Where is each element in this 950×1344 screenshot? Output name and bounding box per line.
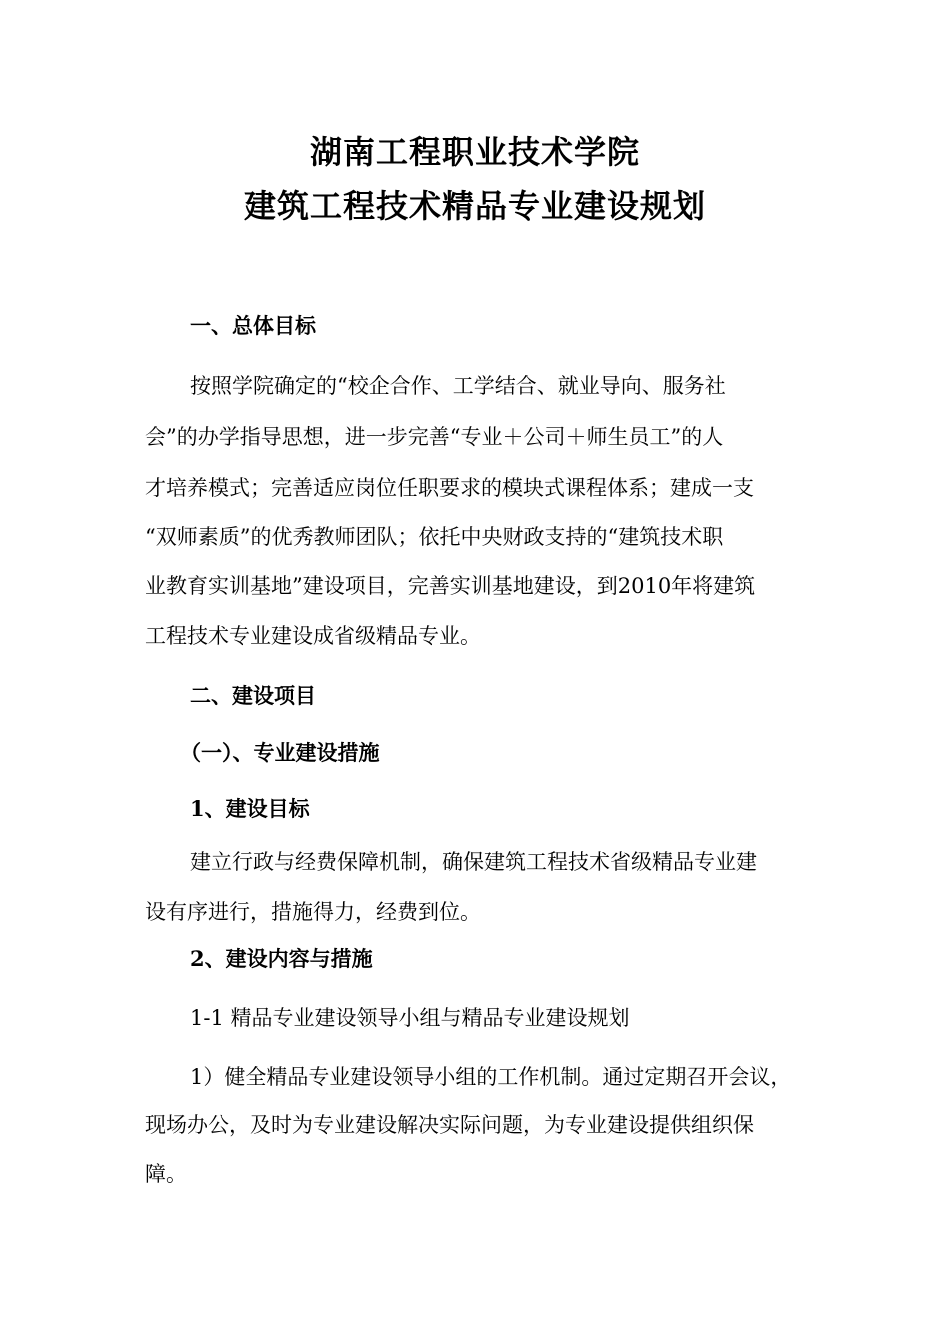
paragraph-line: 业教育实训基地”建设项目，完善实训基地建设，到2010年将建筑 <box>145 574 756 598</box>
paragraph-line: 设有序进行，措施得力，经费到位。 <box>145 900 481 924</box>
paragraph-line: 1）健全精品专业建设领导小组的工作机制。通过定期召开会议， <box>190 1065 792 1089</box>
paragraph-line: 建立行政与经费保障机制，确保建筑工程技术省级精品专业建 <box>190 850 757 874</box>
item-heading-content-measures: 2、建设内容与措施 <box>190 946 373 971</box>
section-heading-projects: 二、建设项目 <box>190 683 316 708</box>
paragraph-line: 才培养模式；完善适应岗位任职要求的模块式课程体系；建成一支 <box>145 476 754 500</box>
subsection-heading-measures: （一）、专业建设措施 <box>180 740 380 765</box>
paragraph-line: 工程技术专业建设成省级精品专业。 <box>145 624 481 648</box>
paragraph-line: 障。 <box>145 1162 187 1186</box>
item-subheading: 1-1 精品专业建设领导小组与精品专业建设规划 <box>190 1006 630 1030</box>
document-title-line-1: 湖南工程职业技术学院 <box>309 133 640 171</box>
section-heading-overall-goal: 一、总体目标 <box>190 313 316 338</box>
paragraph-line: 现场办公，及时为专业建设解决实际问题，为专业建设提供组织保 <box>145 1113 754 1137</box>
paragraph-line: 会”的办学指导思想，进一步完善“专业＋公司＋师生员工”的人 <box>145 425 724 449</box>
item-heading-goal: 1、建设目标 <box>190 796 310 821</box>
paragraph-line: 按照学院确定的“校企合作、工学结合、就业导向、服务社 <box>190 374 726 398</box>
paragraph-line: “双师素质”的优秀教师团队；依托中央财政支持的“建筑技术职 <box>145 525 724 549</box>
document-title-line-2: 建筑工程技术精品专业建设规划 <box>243 187 706 225</box>
